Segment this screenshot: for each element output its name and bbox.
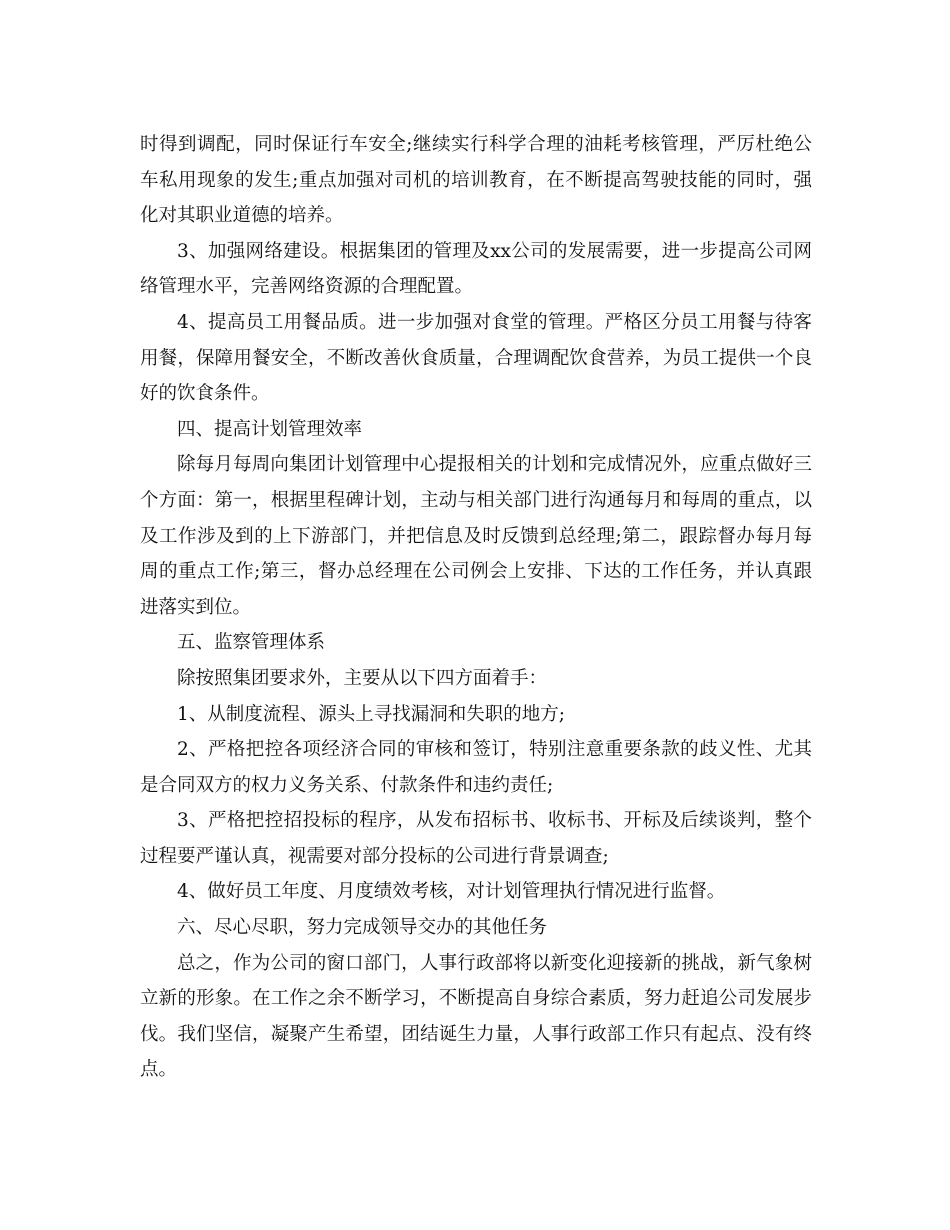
list-item-supervision-1: 1、从制度流程、源头上寻找漏洞和失职的地方; [177, 703, 566, 725]
paragraph-continuation: 时得到调配，同时保证行车安全;继续实行科学合理的油耗考核管理，严厉杜绝公车私用现象的发生;重点加强对司机的培训教育，在不断提高驾驶技能的同时，强化对其职业道德的培养。 [140, 134, 812, 227]
section-heading-other-tasks: 六、尽心尽职，努力完成领导交办的其他任务 [177, 917, 548, 939]
section-heading-planning: 四、提高计划管理效率 [177, 418, 363, 440]
list-item-supervision-2: 2、严格把控各项经济合同的审核和签订，特别注意重要条款的歧义性、尤其是合同双方的权力义务关系、付款条件和违约责任; [140, 739, 812, 796]
paragraph-network: 3、加强网络建设。根据集团的管理及xx公司的发展需要，进一步提高公司网络管理水平，完善网络资源的合理配置。 [140, 240, 812, 298]
list-item-supervision-3: 3、严格把控招投标的程序，从发布招标书、收标书、开标及后续谈判，整个过程要严谨认真，视需要对部分投标的公司进行背景调查; [140, 810, 812, 867]
paragraph-canteen: 4、提高员工用餐品质。进一步加强对食堂的管理。严格区分员工用餐与待客用餐，保障用餐安全，不断改善伙食质量，合理调配饮食营养，为员工提供一个良好的饮食条件。 [140, 311, 812, 405]
paragraph-conclusion: 总之，作为公司的窗口部门，人事行政部将以新变化迎接新的挑战，新气象树立新的形象。在工作之余不断学习，不断提高自身综合素质，努力赶追公司发展步伐。我们坚信，凝聚产生希望，团结诞生力量，人事行政部工作只有起点、没有终点。 [140, 952, 812, 1081]
document-page [140, 127, 812, 1088]
list-item-supervision-4: 4、做好员工年度、月度绩效考核，对计划管理执行情况进行监督。 [177, 881, 726, 903]
section-heading-supervision: 五、监察管理体系 [177, 632, 326, 654]
paragraph-planning: 除每月每周向集团计划管理中心提报相关的计划和完成情况外，应重点做好三个方面：第一，根据里程碑计划，主动与相关部门进行沟通每月和每周的重点，以及工作涉及到的上下游部门，并把信息及时反馈到总经理;第二，跟踪督办每月每周的重点工作;第三，督办总经理在公司例会上安排、下达的工作任务，并认真跟进落实到位。 [140, 454, 812, 618]
paragraph-supervision-intro: 除按照集团要求外，主要从以下四方面着手： [177, 667, 548, 689]
